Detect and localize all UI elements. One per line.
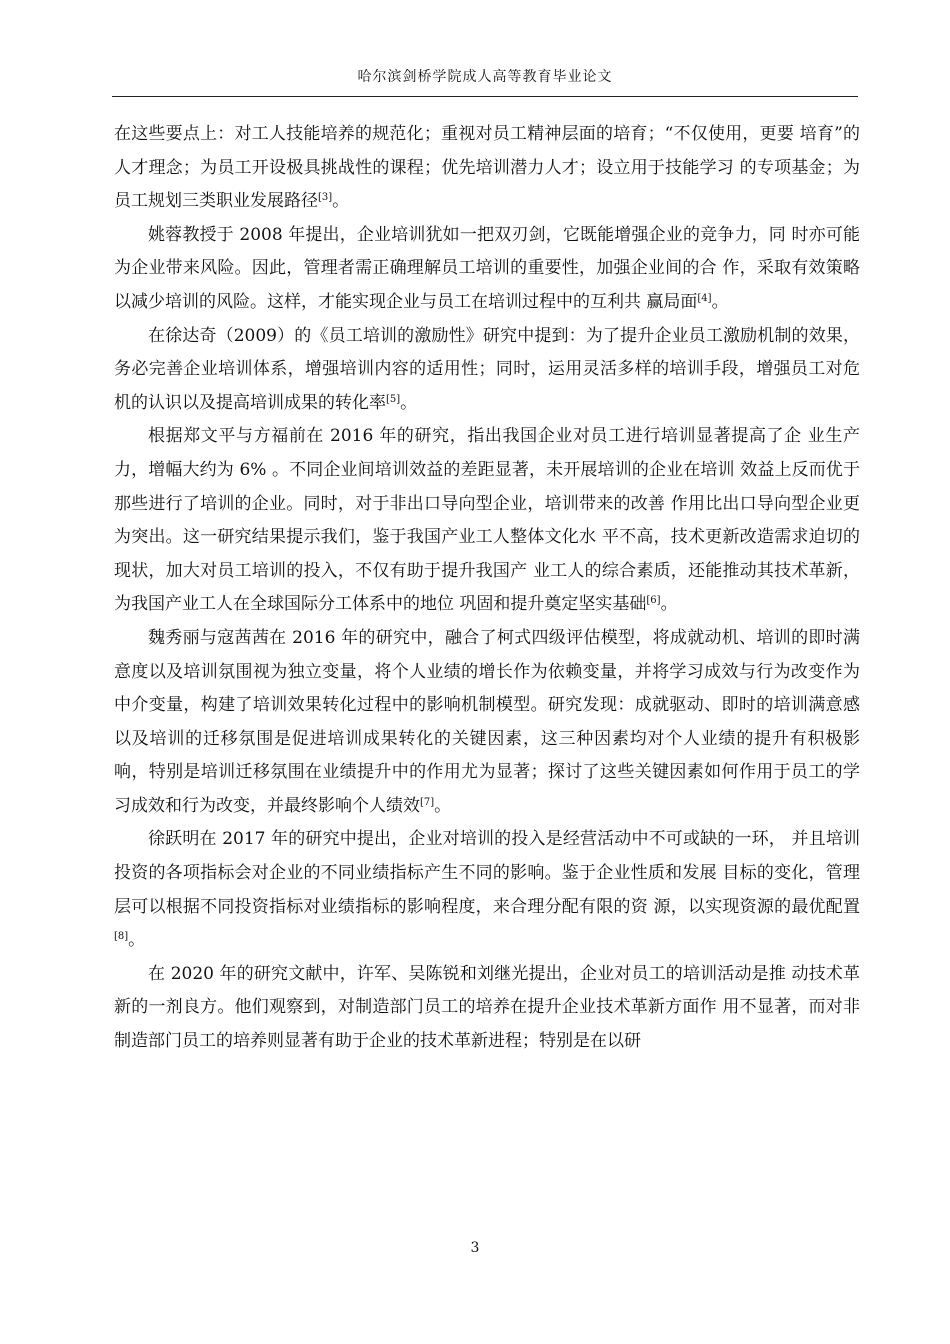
page-number: 3	[470, 1240, 480, 1256]
paragraph-end: 。	[660, 594, 678, 615]
paragraph	[114, 823, 860, 957]
citation-ref: [6]	[646, 595, 661, 607]
paragraph-text: 在徐达奇（2009）的《员工培训的激励性》研究中提到：为了提升企业员工激励机制的效果，务必完善企业培训体系，增强培训内容的适用性；同时，运用灵活多样的培训手段，增强员工对危机的认识以及提高培训成果的转化率	[114, 325, 860, 413]
header-divider	[112, 96, 858, 97]
paragraph-end: 。	[400, 392, 418, 413]
citation-ref: [5]	[386, 393, 401, 405]
paragraph-text: 根据郑文平与方福前在 2016 年的研究，指出我国企业对员工进行培训显著提高了企 业生产力，增幅大约为 6% 。不同企业间培训效益的差距显著，未开展培训的企业在培训 效益上反而优于那些进行了培训的企业。同时，对于非出口导向型企业，培训带来的改善 作用比出口导向型企业更为突出。这一研究结果提示我们，鉴于我国产业工人整体文化水 平不高，技术更新改造需求迫切的现状，加大对员工培训的投入，不仅有助于提升我国产 业工人的综合素质，还能推动其技术革新，为我国产业工人在全球国际分工体系中的地位 巩固和提升奠定坚实基础	[114, 426, 860, 615]
paragraph-end: 。	[128, 930, 146, 951]
paragraph	[114, 320, 860, 421]
citation-ref: [7]	[420, 796, 435, 808]
paragraph	[114, 420, 860, 622]
paragraph-end: 。	[332, 191, 350, 212]
paragraph-text: 姚蓉教授于 2008 年提出，企业培训犹如一把双刃剑，它既能增强企业的竞争力，同 时亦可能为企业带来风险。因此，管理者需正确理解员工培训的重要性，加强企业间的合 作，采取有效策略以减少培训的风险。这样，才能实现企业与员工在培训过程中的互利共 赢局面	[114, 224, 860, 312]
citation-ref: [8]	[114, 931, 129, 943]
paragraph	[114, 958, 860, 1059]
paragraph	[114, 118, 860, 219]
paragraph-text: 在 2020 年的研究文献中，许军、吴陈锐和刘继光提出，企业对员工的培训活动是推 动技术革新的一剂良方。他们观察到，对制造部门员工的培养在提升企业技术革新方面作 用不显著，而对非制造部门员工的培养则显著有助于企业的技术革新进程；特别是在以研	[114, 963, 860, 1052]
paragraph	[114, 622, 860, 824]
paragraph-text: 徐跃明在 2017 年的研究中提出，企业对培训的投入是经营活动中不可或缺的一环， 并且培训投资的各项指标会对企业的不同业绩指标产生不同的影响。鉴于企业性质和发展 目标的变化，管理层可以根据不同投资指标对业绩指标的影响程度，来合理分配有限的资 源，以实现资源的最优配置	[114, 829, 860, 917]
citation-ref: [4]	[697, 292, 712, 304]
page-header-title: 哈尔滨剑桥学院成人高等教育毕业论文	[357, 69, 613, 85]
body-text	[114, 118, 860, 1059]
citation-ref: [3]	[318, 192, 333, 204]
paragraph	[114, 219, 860, 320]
paragraph-end: 。	[711, 291, 729, 312]
paragraph-text: 魏秀丽与寇茜茜在 2016 年的研究中，融合了柯式四级评估模型，将成就动机、培训的即时满意度以及培训氛围视为独立变量，将个人业绩的增长作为依赖变量，并将学习成效与行为改变作为中介变量，构建了培训效果转化过程中的影响机制模型。研究发现：成就驱动、即时的培训满意感以及培训的迁移氛围是促进培训成果转化的关键因素，这三种因素均对个人业绩的提升有积极影响，特别是培训迁移氛围在业绩提升中的作用尤为显著；探讨了这些关键因素如何作用于员工的学习成效和行为改变，并最终影响个人绩效	[114, 627, 860, 816]
paragraph-end: 。	[434, 795, 452, 816]
paragraph-text: 在这些要点上：对工人技能培养的规范化；重视对员工精神层面的培育；“不仅使用，更要 培育”的人才理念；为员工开设极具挑战性的课程；优先培训潜力人才；设立用于技能学习 的专项基金；为员工规划三类职业发展路径	[114, 124, 860, 212]
